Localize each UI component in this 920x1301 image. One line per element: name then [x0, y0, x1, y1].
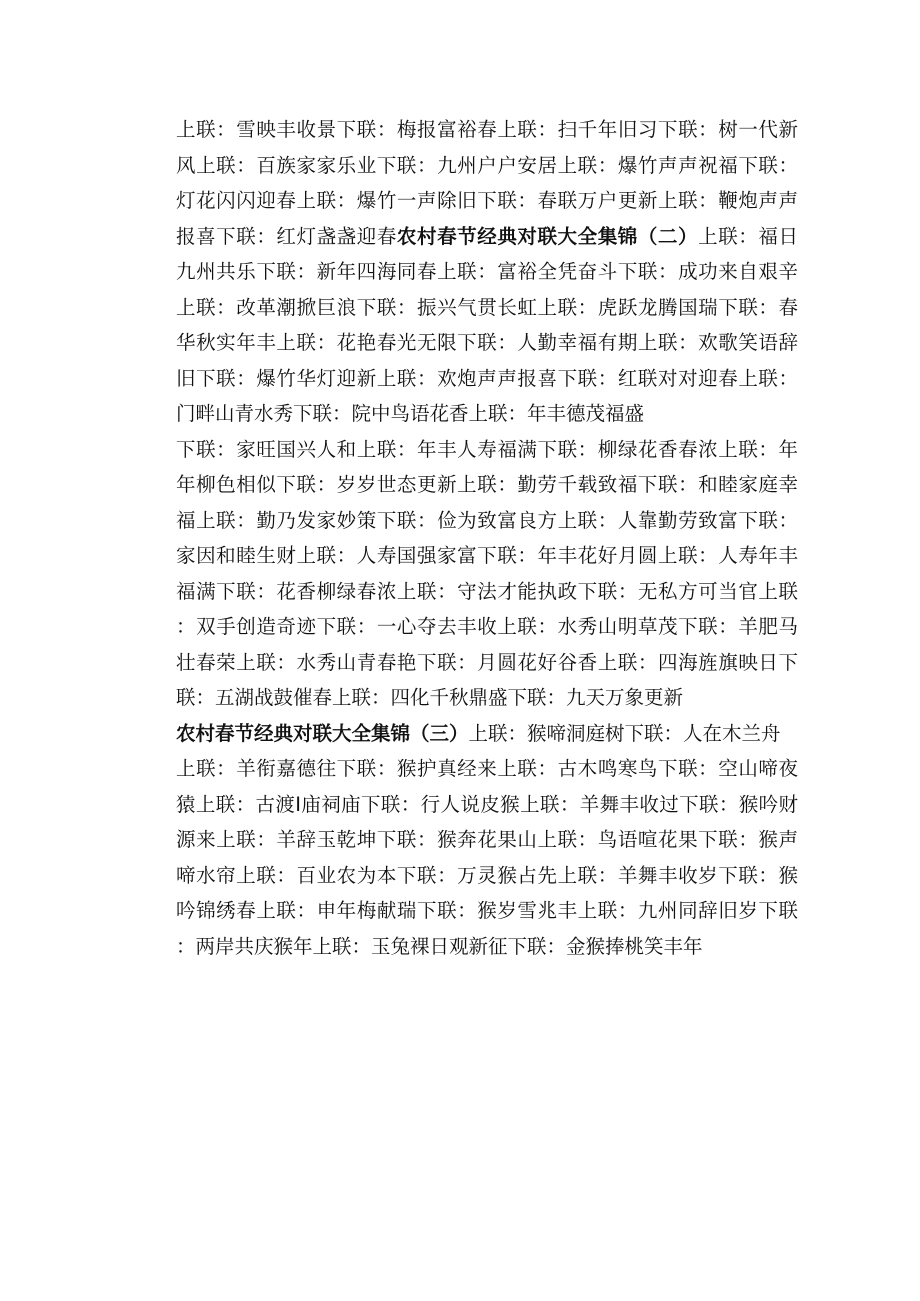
couplets-paragraph-1: [176, 112, 798, 432]
couplets-text: 上联：羊衔嘉德往下联：猴护真经来上联：古木鸣寒鸟下联：空山啼夜猿上联：古渡I庙祠庙下联：行人说皮猴上联：羊舞丰收过下联：猴吟财源来上联：羊辞玉乾坤下联：猴奔花果山上联：鸟语喧花果下联：猴声啼水帘上联：百业农为本下联：万灵猴占先上联：羊舞丰收岁下联：猴吟锦绣春上联：申年梅献瑞下联：猴岁雪兆丰上联：九州同辞旧岁下联：两岸共庆猴年上联：玉兔裸日观新征下联：金猴捧桃笑丰年: [176, 757, 798, 958]
document-body: [176, 112, 798, 964]
couplets-paragraph-2: [176, 432, 798, 716]
couplets-text: 下联：家旺国兴人和上联：年丰人寿福满下联：柳绿花香春浓上联：年年柳色相似下联：岁岁世态更新上联：勤劳千载致福下联：和睦家庭幸福上联：勤乃发家妙策下联：俭为致富良方上联：人靠勤劳致富下联：家因和睦生财上联：人寿国强家富下联：年丰花好月圆上联：人寿年丰福满下联：花香柳绿春浓上联：守法才能执政下联：无私方可当官上联：双手创造奇迹下联：一心夺去丰收上联：水秀山明草茂下联：羊肥马壮春荣上联：水秀山青春艳下联：月圆花好谷香上联：四海旌旗映日下联：五湖战鼓催春上联：四化千秋鼎盛下联：九天万象更新: [176, 437, 798, 709]
section-heading-2: 农村春节经典对联大全集锦（二）: [396, 224, 699, 248]
couplets-text: 上联：福日九州共乐下联：新年四海同春上联：富裕全凭奋斗下联：成功来自艰辛上联：改革潮掀巨浪下联：振兴气贯长虹上联：虎跃龙腾国瑞下联：春华秋实年丰上联：花艳春光无限下联：人勤幸福有期上联：欢歌笑语辞旧下联：爆竹华灯迎新上联：欢炮声声报喜下联：红联对对迎春上联：门畔山青水秀下联：院中鸟语花香上联：年丰德茂福盛: [176, 224, 798, 425]
couplets-text: 上联：猴啼洞庭树下联：人在木兰舟: [468, 721, 781, 745]
couplets-text: 上联：雪映丰收景下联：梅报富裕春上联：扫千年旧习下联：树一代新风上联：百族家家乐业下联：九州户户安居上联：爆竹声声祝福下联：灯花闪闪迎春上联：爆竹一声除旧下联：春联万户更新上联：鞭炮声声报喜下联：红灯盏盏迎春: [176, 118, 798, 248]
section-heading-3: 农村春节经典对联大全集锦（三）: [176, 721, 469, 745]
couplets-paragraph-4: [176, 751, 798, 964]
couplets-paragraph-3: [176, 716, 798, 752]
